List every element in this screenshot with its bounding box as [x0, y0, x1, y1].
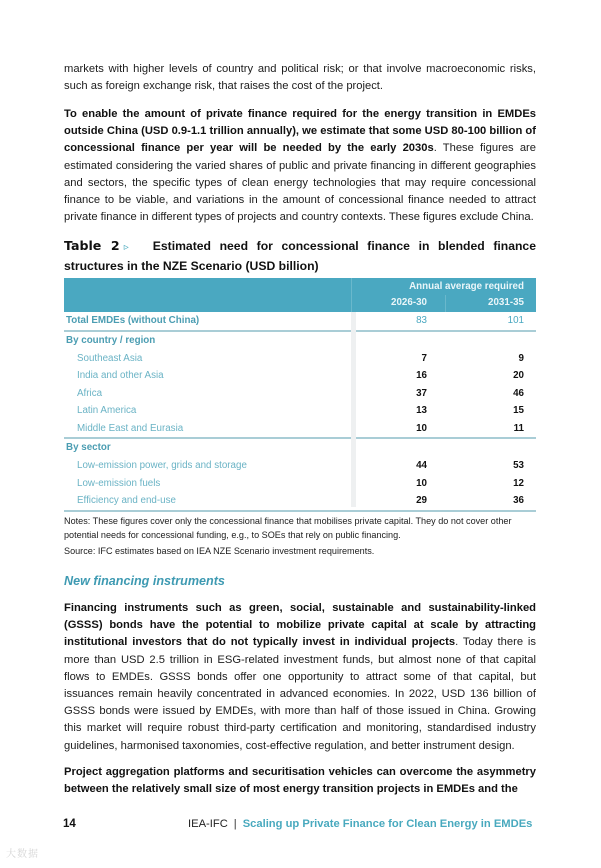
table-source: Source: IFC estimates based on IEA NZE Scenario investment requirements.	[64, 546, 375, 556]
bold-lead-sentence: Project aggregation platforms and securitisation vehicles can overcome the asymmetry between the relatively small size of most energy transition projects in EMDEs and the	[64, 766, 536, 796]
group-label: By sector	[66, 442, 111, 453]
row-label: Efficiency and end-use	[77, 495, 176, 506]
value-2026-30: 13	[416, 405, 427, 416]
value-2031-35: 36	[513, 495, 524, 506]
bold-lead-sentence: Financing instruments such as green, social, sustainable and sustainability-linked (GSSS) bonds have the potential to mobilize private capital at scale by attracting institutional investors that do not typically invest in individual projects	[64, 602, 536, 649]
value-2026-30: 83	[416, 315, 427, 326]
column-header-2026-30: 2026-30	[391, 297, 427, 308]
table-row	[64, 475, 536, 493]
value-2026-30: 16	[416, 370, 427, 381]
value-2026-30: 10	[416, 477, 427, 489]
footer-separator: |	[233, 818, 237, 830]
table-row-total	[64, 312, 536, 330]
table-row	[64, 385, 536, 403]
value-2026-30: 37	[416, 387, 427, 399]
watermark-logo-icon: 大数据	[6, 849, 39, 860]
table-label: Table 2	[64, 238, 120, 253]
row-label: Total EMDEs (without China)	[66, 315, 200, 326]
value-2031-35: 20	[513, 370, 524, 381]
group-label: By country / region	[66, 334, 156, 346]
paragraph-project-aggregation	[64, 764, 536, 798]
bold-lead-sentence: To enable the amount of private finance required for the energy transition in EMDEs outside China (USD 0.9-1.1 trillion annually), we estimate that some USD 80-100 billion of concessional finance per year will be needed by the early 2030s	[64, 108, 536, 155]
value-2031-35: 53	[513, 460, 524, 471]
group-header-country-region	[64, 332, 536, 350]
paragraph-body: . Today there is more than USD 2.5 trillion in ESG-related investment funds, but almost none of that capital flows to EMDEs. GSSS bonds offer one opportunity to attract some of that capital, but issuances remain heavily concentrated in advanced economies. In 2022, USD 136 billion of GSSS bonds were issued by EMDEs, with more than half of those issued in China. Growing this market will require robust third-party certification and monitoring, standardised industry guidelines, harmonised taxonomies, cost-effective regulation, and better instrument design.	[64, 636, 536, 752]
header-divider	[351, 278, 352, 312]
header-column-divider	[445, 295, 446, 312]
running-footer	[188, 818, 532, 830]
value-2031-35: 101	[507, 315, 524, 326]
report-title: Scaling up Private Finance for Clean Energy in EMDEs	[242, 818, 533, 830]
publisher: IEA-IFC	[188, 818, 228, 830]
table-row	[64, 367, 536, 385]
paragraph-risk: markets with higher levels of country and political risk; or that involve macroeconomic risks, such as foreign exchange risk, that raises the cost of the project.	[64, 63, 536, 93]
value-2031-35: 15	[513, 405, 524, 416]
table-title: Estimated need for concessional finance in blended finance structures in the NZE Scenario (USD billion)	[64, 239, 536, 273]
triangle-marker-icon: ▹	[123, 242, 129, 253]
paragraph-financing-instruments	[64, 600, 536, 755]
row-label: Middle East and Eurasia	[77, 422, 184, 434]
paragraph-body: . These figures are estimated considering the varied shares of public and private financing in different geographies and sectors, the specific types of clean energy technologies that may require concessional finance to be viable, and variations in the amount of concessional finance needed to attract private finance in different types of projects and country contexts. These figures exclude China.	[64, 142, 536, 224]
section-heading: New financing instruments	[64, 574, 225, 588]
table-header	[64, 278, 536, 312]
row-label: Latin America	[77, 405, 137, 416]
concessional-finance-table	[64, 278, 536, 512]
table-row	[64, 402, 536, 420]
table-caption	[64, 237, 536, 275]
value-2026-30: 7	[421, 352, 427, 364]
value-2026-30: 29	[416, 495, 427, 506]
column-header-2031-35: 2031-35	[488, 297, 524, 308]
row-label: Low-emission fuels	[77, 477, 161, 489]
value-2031-35: 9	[518, 352, 524, 364]
row-label: India and other Asia	[77, 370, 164, 381]
row-label: Africa	[77, 387, 103, 399]
value-2026-30: 44	[416, 460, 427, 471]
value-2031-35: 11	[513, 422, 524, 434]
table-row	[64, 420, 536, 438]
table-row	[64, 350, 536, 368]
row-label: Low-emission power, grids and storage	[77, 460, 247, 471]
row-label: Southeast Asia	[77, 352, 143, 364]
table-notes: Notes: These figures cover only the concessional finance that mobilises private capital. They do not cover other potential needs for concessional funding, e.g., to SOEs that rely on public financing.	[64, 516, 512, 540]
value-2031-35: 46	[513, 387, 524, 399]
value-2026-30: 10	[416, 422, 427, 434]
header-group-label: Annual average required	[409, 281, 524, 292]
page-number: 14	[63, 818, 76, 830]
paragraph-concessional-estimate	[64, 106, 536, 226]
table-bottom-rule	[64, 510, 536, 512]
group-header-sector	[64, 439, 536, 457]
value-2031-35: 12	[513, 477, 524, 489]
table-row	[64, 457, 536, 475]
table-row	[64, 492, 536, 510]
